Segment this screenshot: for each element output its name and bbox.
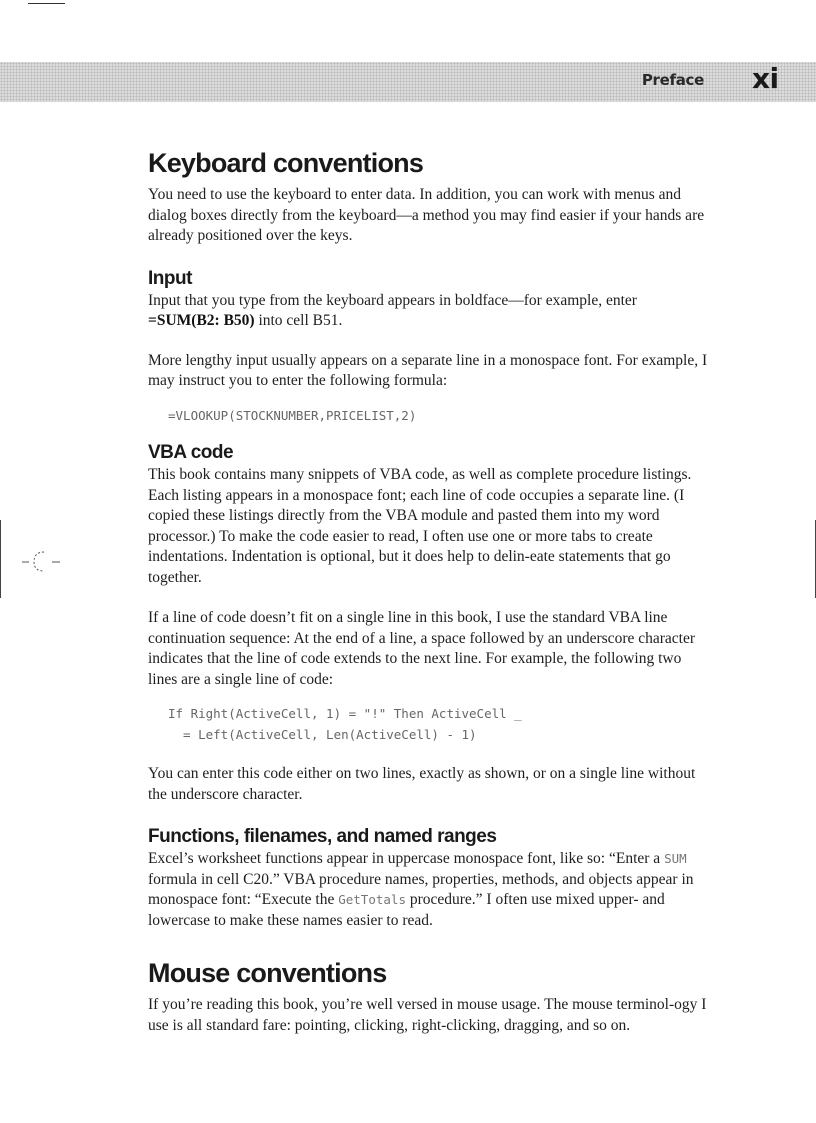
keyboard-intro-paragraph: You need to use the keyboard to enter data. In addition, you can work with menus and dialog boxes directly from the keyboard—a method you may find easier if your hands are already positioned over the keys.: [148, 186, 705, 244]
functions-paragraph: [148, 849, 708, 931]
vba-code-line-1: If Right(ActiveCell, 1) = "!" Then ActiveCell _: [168, 706, 522, 721]
heading-keyboard-conventions: Keyboard conventions: [148, 148, 424, 178]
mono-sum: SUM: [664, 851, 687, 866]
functions-text-3: procedure.” I often use mixed upper- and lowercase to make these names easier to read.: [148, 891, 665, 929]
functions-text-1: Excel’s worksheet functions appear in uppercase monospace font, like so: “Enter a: [148, 850, 665, 867]
input-paragraph-1: [148, 291, 708, 332]
crop-mark-icon: [22, 546, 70, 576]
corner-rule: [28, 3, 65, 4]
vba-code-line-2: = Left(ActiveCell, Len(ActiveCell) - 1): [168, 726, 477, 742]
vba-paragraph-3: You can enter this code either on two lines, exactly as shown, or on a single line without the underscore character.: [148, 765, 696, 803]
mono-gettotals: GetTotals: [338, 892, 406, 907]
page-number: xi: [752, 62, 779, 95]
input-paragraph-2: More lengthy input usually appears on a separate line in a monospace font. For example, I may instruct you to enter the following formula:: [148, 351, 708, 389]
page-content: [148, 145, 708, 1036]
input-text-after: into cell B51.: [254, 312, 343, 329]
vba-paragraph-2: If a line of code doesn’t fit on a single line in this book, I use the standard VBA line continuation sequence: At the end of a line, a space followed by an underscore character indicates that the line of code extends to the next line. For example, the following two lines are a single line of code:: [148, 609, 696, 688]
functions-text-2: formula in cell C20.” VBA procedure names, properties, methods, and objects appear in monospace font: “Execute the: [148, 870, 694, 908]
mouse-paragraph: If you’re reading this book, you’re well versed in mouse usage. The mouse terminol-ogy I use is all standard fare: pointing, clicking, right-clicking, dragging, and so on.: [148, 996, 707, 1034]
input-text-before: Input that you type from the keyboard appears in boldface—for example, enter: [148, 291, 637, 309]
heading-functions-filenames: Functions, filenames, and named ranges: [148, 826, 497, 847]
heading-vba-code: VBA code: [148, 442, 234, 463]
heading-mouse-conventions: Mouse conventions: [148, 958, 387, 988]
formula-code-line: =VLOOKUP(STOCKNUMBER,PRICELIST,2): [168, 407, 417, 423]
vba-paragraph-1: This book contains many snippets of VBA code, as well as complete procedure listings. Each listing appears in a monospace font; each line of code occupies a separate line. (I copied these listings directly from the VBA module and pasted them into my word processor.) To make the code easier to read, I often use one or more tabs to create indentations. Indentation is optional, but it does help to delin-eate statements that go together.: [148, 466, 692, 586]
heading-input: Input: [148, 267, 192, 289]
input-bold-example: =SUM(B2: B50): [148, 312, 255, 329]
running-head: Preface: [641, 71, 704, 89]
left-edge-mark: [0, 520, 1, 598]
